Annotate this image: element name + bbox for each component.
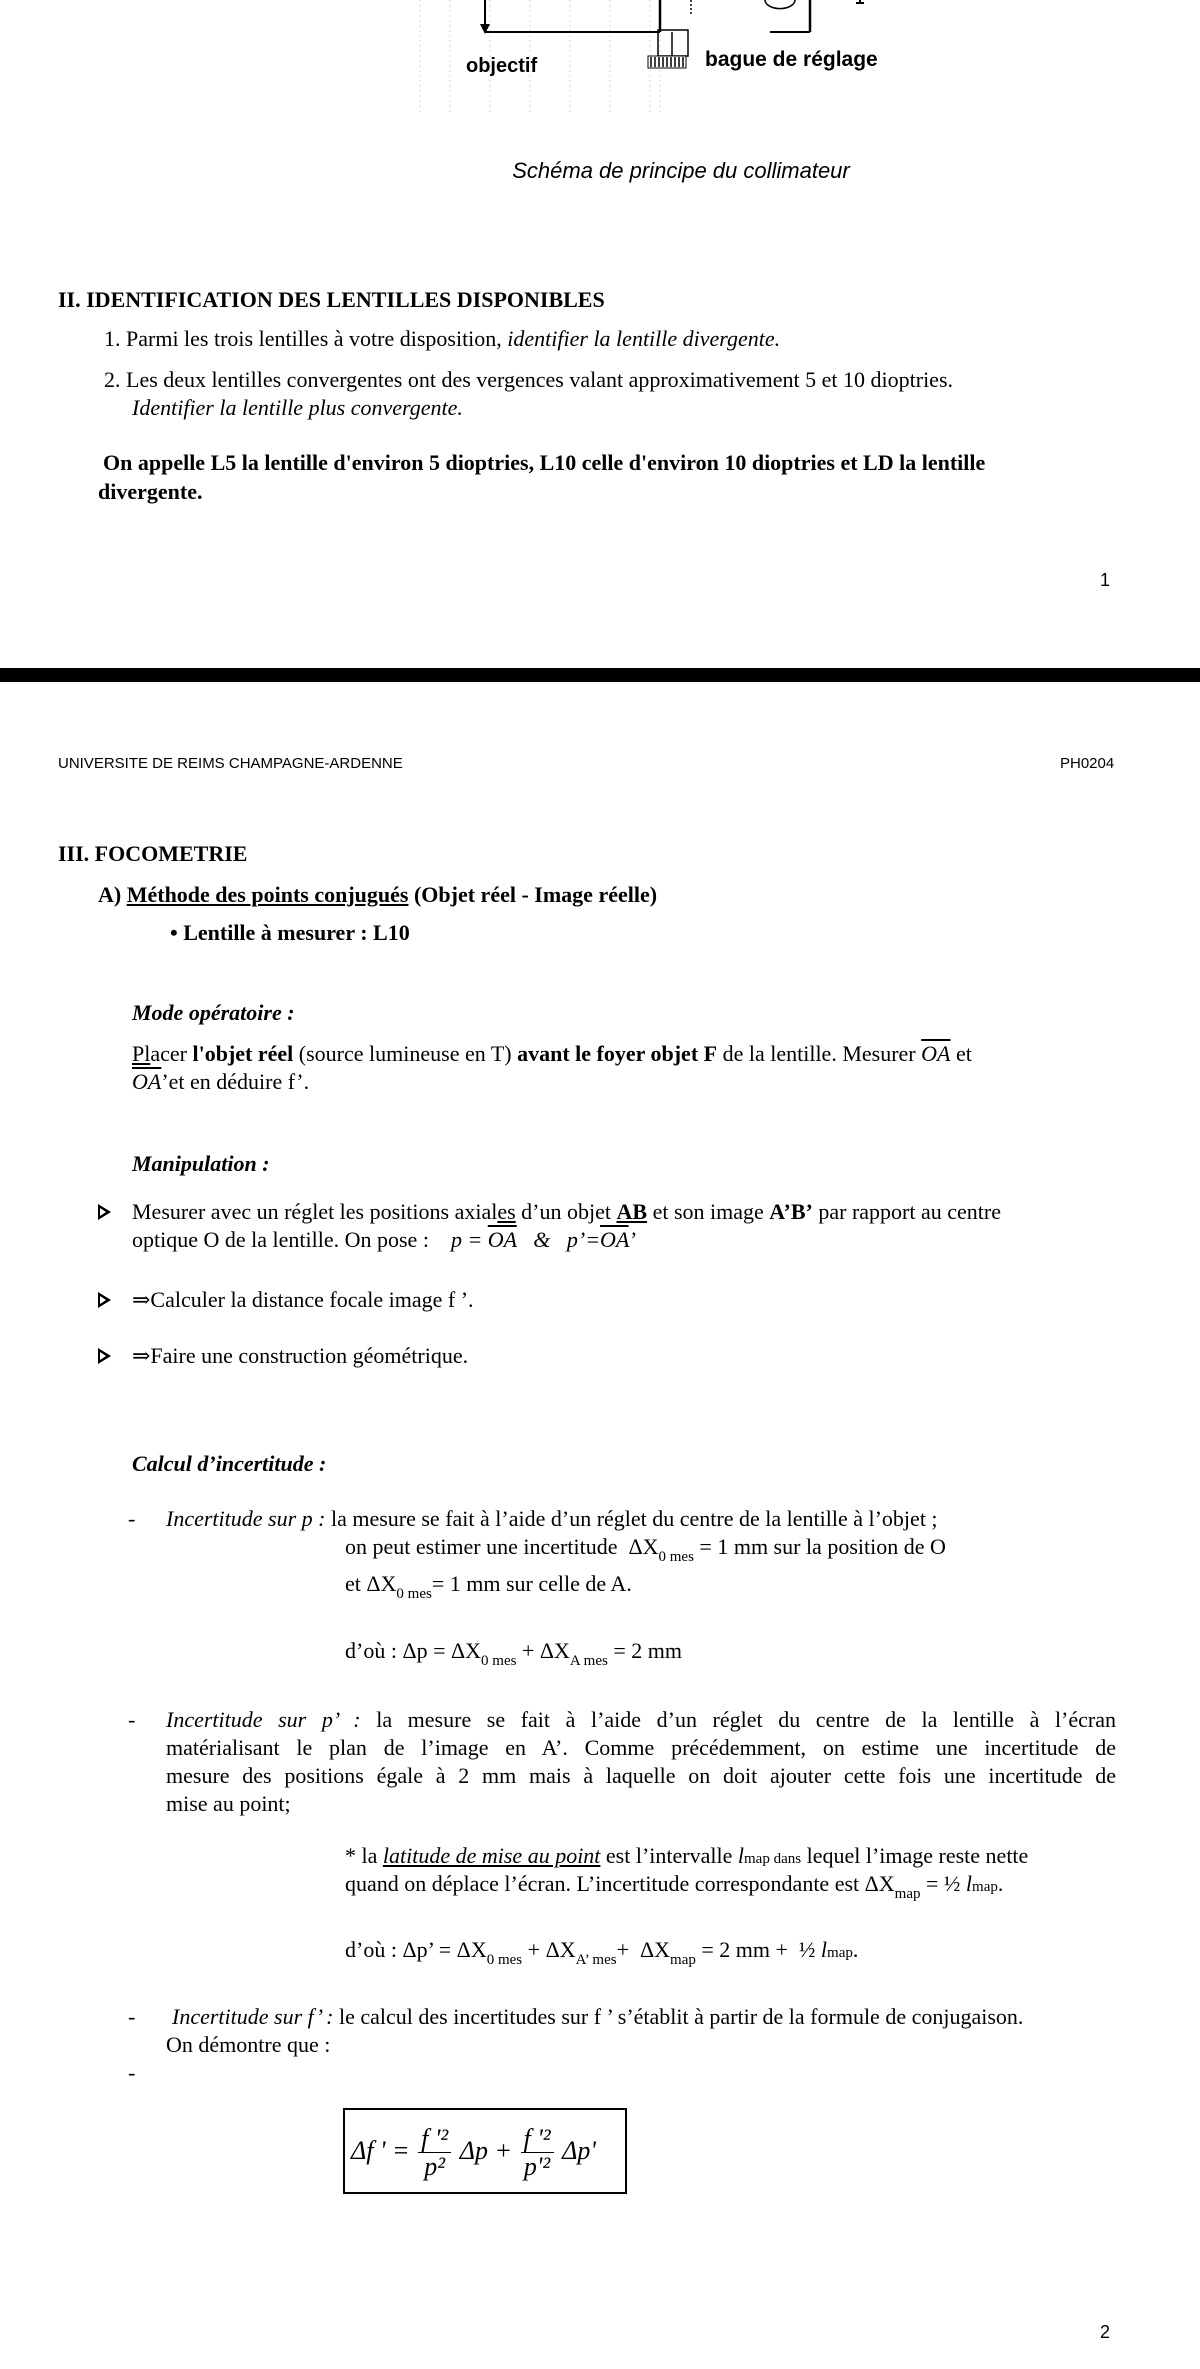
subscript: A’ mes xyxy=(575,1952,617,1968)
subscript: 0 mes xyxy=(486,1952,523,1968)
subscript: map xyxy=(972,1879,998,1895)
uncertainty-pp-line4: mise au point; xyxy=(166,1791,291,1816)
math-p: p xyxy=(450,1227,462,1252)
list-item xyxy=(104,366,953,394)
math-oa-prime: $\overline{OA}$ xyxy=(132,1069,162,1094)
uncertainty-pp-result xyxy=(345,1936,858,1974)
section-2-heading: II. IDENTIFICATION DES LENTILLES DISPONIBLES xyxy=(58,287,605,312)
text-run: optique O de la lentille. On pose : xyxy=(132,1227,451,1252)
text-run: AB xyxy=(616,1199,648,1224)
dash-bullet: - xyxy=(128,2060,136,2085)
lens-naming-note-line1: On appelle L5 la lentille d'environ 5 dioptries, L10 celle d'environ 10 dioptries et LD la lentille xyxy=(103,450,986,475)
text-run: ’ xyxy=(628,1227,636,1252)
subscript: 0 mes xyxy=(396,1586,432,1602)
text-run: quand on déplace l’écran. L’incertitude correspondante est ΔX xyxy=(345,1871,895,1896)
text-run: on peut estimer une incertitude ΔX xyxy=(345,1534,659,1559)
text-run: et ΔX xyxy=(345,1571,397,1596)
subscript: map dans xyxy=(744,1851,802,1867)
text-run: l xyxy=(737,1843,744,1868)
subscript: 0 mes xyxy=(658,1549,694,1565)
text-run: Pl xyxy=(132,1041,151,1066)
subsection-name: Méthode des points conjugués xyxy=(126,882,409,907)
manip-step-3: ⇒Faire une construction géométrique. xyxy=(132,1343,469,1368)
text-run: ’et en déduire f’. xyxy=(161,1069,310,1094)
page-2 xyxy=(0,682,1200,2369)
text-run: l xyxy=(965,1871,973,1896)
manip-step-1-line1 xyxy=(132,1198,1001,1226)
text-run: es xyxy=(497,1199,516,1224)
text-run: = xyxy=(585,1227,601,1252)
manip-heading: Manipulation : xyxy=(132,1151,270,1176)
list-item-number: 2. xyxy=(104,367,121,392)
subscript: map xyxy=(670,1952,696,1968)
section-3-heading: III. FOCOMETRIE xyxy=(58,841,248,866)
lens-to-measure: • Lentille à mesurer : L10 xyxy=(170,920,410,945)
text-run: le calcul des incertitudes sur f ’ s’établit à partir de la formule de conjugaison. xyxy=(333,2004,1024,2029)
text-run: Incertitude sur f’ : xyxy=(172,2004,334,2029)
lens-naming-note-line2: divergente. xyxy=(98,479,203,504)
text-run: Mesurer avec un réglet les positions axial xyxy=(132,1199,498,1224)
uncertainty-p-line1 xyxy=(166,1505,938,1533)
text-run: . xyxy=(852,1937,859,1962)
formula-numerator: f '² xyxy=(521,2126,554,2153)
list-item-number: 1. xyxy=(104,326,121,351)
uncertainty-p-line2 xyxy=(345,1533,946,1571)
focus-latitude-line2 xyxy=(345,1870,1003,1908)
formula-denominator: p² xyxy=(424,2151,446,2181)
text-run: d’où : Δp’ = ΔX xyxy=(345,1937,487,1962)
dash-bullet: - xyxy=(128,1506,136,1531)
text-run: & xyxy=(516,1227,567,1252)
figure-label-bague: bague de réglage xyxy=(705,48,878,71)
arrow-bullet-icon xyxy=(98,1292,111,1308)
text-run: la mesure se fait à l’aide d’un réglet du centre de la lentille à l’écran xyxy=(360,1707,1117,1732)
subsection-prefix: A) xyxy=(98,882,122,907)
arrow-bullet-icon xyxy=(98,1204,111,1220)
formula-lhs: Δf ' = xyxy=(351,2136,410,2165)
text-run: A’B’ xyxy=(769,1199,813,1224)
subscript: map xyxy=(894,1886,921,1902)
text-run: * la xyxy=(345,1843,383,1868)
uncertainty-heading: Calcul d’incertitude : xyxy=(132,1451,327,1476)
dash-bullet: - xyxy=(128,2004,136,2029)
formula-fraction xyxy=(521,2123,554,2181)
text-run: la mesure se fait à l’aide d’un réglet du centre de la lentille à l’objet ; xyxy=(325,1506,938,1531)
uncertainty-p-result xyxy=(345,1637,682,1675)
math-oa-prime: $\overline{OA}$ xyxy=(600,1227,629,1252)
text-run: + ΔX xyxy=(616,1937,671,1962)
formula-term: Δp' xyxy=(562,2136,596,2165)
formula-fraction xyxy=(418,2123,451,2181)
subscript: map xyxy=(827,1945,853,1961)
text-run: = 2 mm xyxy=(607,1638,682,1663)
list-item-text: Parmi les trois lentilles à votre disposition, xyxy=(126,326,502,351)
text-run: avant le foyer objet F xyxy=(517,1041,718,1066)
list-item xyxy=(104,325,780,353)
list-item-instruction: identifier la lentille divergente. xyxy=(507,326,781,351)
uncertainty-f-line1 xyxy=(172,2003,1023,2031)
manip-step-1-line2 xyxy=(132,1226,636,1254)
text-run: = ½ xyxy=(920,1871,966,1896)
text-run: l'objet réel xyxy=(192,1041,294,1066)
subsection-paren: (Objet réel - Image réelle) xyxy=(413,882,658,907)
header-university: UNIVERSITE DE REIMS CHAMPAGNE-ARDENNE xyxy=(58,755,403,772)
mode-paragraph-line2 xyxy=(132,1068,309,1096)
text-run: + ΔX xyxy=(516,1638,570,1663)
text-run: d’un objet xyxy=(515,1199,617,1224)
mode-heading: Mode opératoire : xyxy=(132,1000,295,1025)
uncertainty-formula xyxy=(351,2114,596,2188)
text-run: et xyxy=(950,1041,972,1066)
text-run: d’où : Δp = ΔX xyxy=(345,1638,482,1663)
formula-numerator: f '² xyxy=(418,2126,451,2153)
uncertainty-pp-line3: mesure des positions égale à 2 mm mais à laquelle on doit ajouter cette fois une incertitude de xyxy=(166,1763,1116,1788)
math-oa: $\overline{OA}$ xyxy=(921,1041,951,1066)
uncertainty-p-line3 xyxy=(345,1570,632,1608)
formula-term: Δp + xyxy=(459,2136,512,2165)
mode-paragraph-line1 xyxy=(132,1040,1117,1068)
subscript: A mes xyxy=(569,1653,608,1669)
page-1 xyxy=(0,0,1200,668)
page-divider xyxy=(0,668,1200,682)
focus-latitude-line1 xyxy=(345,1842,1115,1873)
text-run: lequel l’image reste nette xyxy=(801,1843,1029,1868)
arrow-bullet-icon xyxy=(98,1348,111,1364)
text-run: . xyxy=(997,1871,1004,1896)
text-run: Incertitude sur p : xyxy=(166,1506,326,1531)
uncertainty-f-line2: On démontre que : xyxy=(166,2032,331,2057)
uncertainty-pp-line2: matérialisant le plan de l’image en A’. Comme précédemment, on estime une incertitude de xyxy=(166,1735,1116,1760)
text-run: est l’intervalle xyxy=(600,1843,738,1868)
subscript: 0 mes xyxy=(481,1653,517,1669)
text-run: l xyxy=(820,1937,828,1962)
text-run: latitude de mise au point xyxy=(382,1843,601,1868)
formula-denominator: p'² xyxy=(523,2151,551,2181)
math-p-prime: p’ xyxy=(566,1227,586,1252)
manip-step-2: ⇒Calculer la distance focale image f ’. xyxy=(132,1287,474,1312)
text-run: (source lumineuse en T) xyxy=(293,1041,518,1066)
text-run: et son image xyxy=(647,1199,770,1224)
page-number: 1 xyxy=(1100,570,1111,590)
uncertainty-formula-box xyxy=(343,2108,627,2194)
figure-label-objectif: objectif xyxy=(466,55,538,77)
text-run: de la lentille. Mesurer xyxy=(717,1041,922,1066)
dash-bullet: - xyxy=(128,1707,136,1732)
text-run: acer xyxy=(150,1041,193,1066)
text-run: = xyxy=(461,1227,488,1252)
page-number: 2 xyxy=(1100,2322,1111,2342)
header-course-code: PH0204 xyxy=(1060,755,1115,772)
subsection-a-title xyxy=(98,881,657,909)
text-run: = 2 mm + ½ xyxy=(695,1937,821,1962)
text-run: Incertitude sur p’ : xyxy=(166,1707,361,1732)
text-run: par rapport au centre xyxy=(812,1199,1001,1224)
text-run: + ΔX xyxy=(522,1937,576,1962)
text-run: = 1 mm sur celle de A. xyxy=(431,1571,632,1596)
text-run: = 1 mm sur la position de O xyxy=(693,1534,946,1559)
figure-caption: Schéma de principe du collimateur xyxy=(512,158,850,183)
uncertainty-pp-line1 xyxy=(166,1706,1116,1734)
list-item-instruction: Identifier la lentille plus convergente. xyxy=(132,395,463,420)
list-item-text: Les deux lentilles convergentes ont des vergences valant approximativement 5 et 10 dioptries. xyxy=(126,367,954,392)
math-oa: $\overline{OA}$ xyxy=(487,1227,517,1252)
